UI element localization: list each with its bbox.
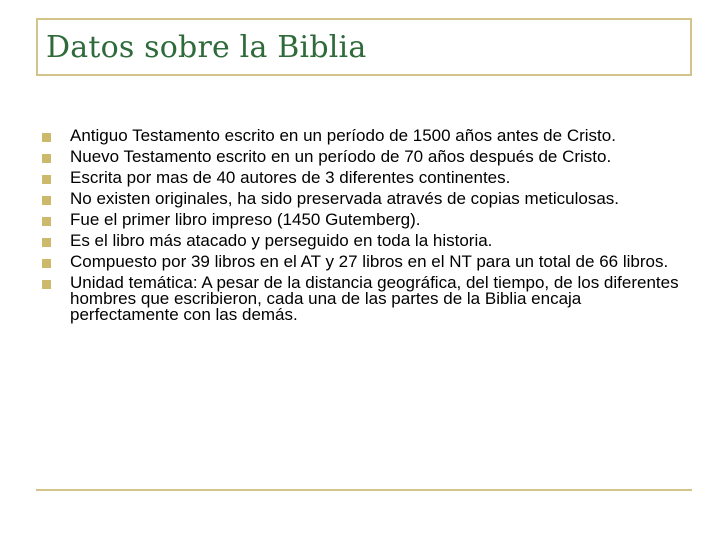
bullet-item <box>34 212 684 228</box>
bullet-list <box>34 128 684 328</box>
bullet-text: Compuesto por 39 libros en el AT y 27 libros en el NT para un total de 66 libros. <box>70 252 669 271</box>
square-bullet-icon <box>42 196 51 205</box>
square-bullet-icon <box>42 133 51 142</box>
square-bullet-icon <box>42 280 51 289</box>
bullet-item <box>34 275 684 323</box>
bullet-text: Antiguo Testamento escrito en un período de 1500 años antes de Cristo. <box>70 126 616 145</box>
bullet-item <box>34 191 684 207</box>
square-bullet-icon <box>42 238 51 247</box>
square-bullet-icon <box>42 154 51 163</box>
title-underline <box>36 74 692 76</box>
bullet-text: Unidad temática: A pesar de la distancia geográfica, del tiempo, de los diferentes hombres que escribieron, cada una de las partes de la Biblia encaja perfectamente con las demás. <box>70 273 679 324</box>
slide-title: Datos sobre la Biblia <box>46 30 367 65</box>
bullet-item <box>34 170 684 186</box>
footer-divider <box>36 489 692 491</box>
title-frame-right-border <box>690 18 692 74</box>
bullet-item <box>34 254 684 270</box>
bullet-text: Fue el primer libro impreso (1450 Gutemberg). <box>70 210 421 229</box>
bullet-text: Nuevo Testamento escrito en un período de 70 años después de Cristo. <box>70 147 612 166</box>
square-bullet-icon <box>42 259 51 268</box>
title-frame-top-border <box>36 18 692 20</box>
title-frame-left-border <box>36 18 38 74</box>
square-bullet-icon <box>42 217 51 226</box>
bullet-text: Es el libro más atacado y perseguido en toda la historia. <box>70 231 493 250</box>
bullet-item <box>34 128 684 144</box>
bullet-text: Escrita por mas de 40 autores de 3 diferentes continentes. <box>70 168 511 187</box>
bullet-item <box>34 149 684 165</box>
square-bullet-icon <box>42 175 51 184</box>
bullet-text: No existen originales, ha sido preservada através de copias meticulosas. <box>70 189 620 208</box>
bullet-item <box>34 233 684 249</box>
